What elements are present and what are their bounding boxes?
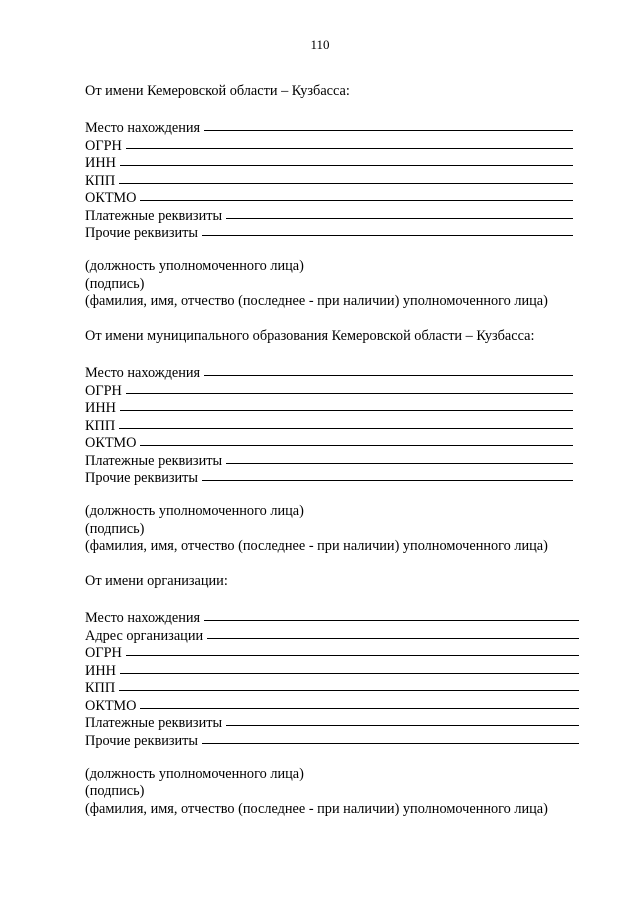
field-kpp — [85, 678, 579, 696]
field-label: ОГРН — [85, 645, 122, 661]
field-label: Платежные реквизиты — [85, 452, 223, 469]
section-municipality — [85, 328, 573, 556]
signature-block — [85, 258, 573, 311]
field-label: ОКТМО — [85, 697, 137, 714]
field-ogrn — [85, 136, 573, 154]
field-label: КПП — [85, 172, 116, 189]
fill-line — [119, 415, 573, 429]
field-label: Прочие реквизиты — [85, 732, 199, 749]
field-organization-address — [85, 626, 579, 644]
field-label: Место нахождения — [85, 120, 201, 136]
field-label: ИНН — [85, 400, 116, 416]
field-label: Платежные реквизиты — [85, 207, 223, 224]
field-label: Место нахождения — [85, 610, 201, 626]
field-label: Прочие реквизиты — [85, 470, 199, 486]
field-label: КПП — [85, 680, 116, 696]
position-caption: (должность уполномоченного лица) — [85, 258, 304, 274]
signature-block — [85, 766, 573, 819]
field-other-details — [85, 223, 573, 241]
field-label: КПП — [85, 417, 116, 434]
fill-line — [119, 677, 579, 691]
section-kemerovo-region — [85, 83, 573, 311]
document-body — [85, 83, 573, 818]
field-label: ОГРН — [85, 137, 122, 154]
fill-line — [202, 467, 573, 481]
field-label: ИНН — [85, 155, 116, 171]
requisites-fields — [85, 363, 573, 486]
full-name-caption: (фамилия, имя, отчество (последнее - при наличии) уполномоченного лица) — [85, 800, 548, 817]
section-heading: От имени Кемеровской области – Кузбасса: — [85, 83, 350, 99]
fill-line — [226, 712, 579, 726]
field-payment-details — [85, 451, 573, 469]
fill-line — [126, 642, 579, 656]
signature-caption: (подпись) — [85, 783, 145, 799]
section-heading: От имени муниципального образования Кемеровской области – Кузбасса: — [85, 328, 535, 344]
page-number: 110 — [310, 37, 330, 52]
fill-line — [140, 187, 573, 201]
field-location — [85, 363, 573, 381]
field-label: Место нахождения — [85, 365, 201, 381]
fill-line — [226, 450, 573, 464]
signature-caption: (подпись) — [85, 520, 145, 537]
field-label: ОКТМО — [85, 190, 137, 206]
field-kpp — [85, 416, 573, 434]
fill-line — [120, 660, 579, 674]
full-name-caption: (фамилия, имя, отчество (последнее - при наличии) уполномоченного лица) — [85, 293, 548, 309]
field-inn — [85, 661, 579, 679]
section-organization — [85, 573, 573, 818]
fill-line — [140, 695, 579, 709]
field-inn — [85, 398, 573, 416]
fill-line — [119, 170, 573, 184]
field-ogrn — [85, 381, 573, 399]
field-payment-details — [85, 713, 579, 731]
field-oktmo — [85, 188, 573, 206]
field-oktmo — [85, 696, 579, 714]
field-label: ОКТМО — [85, 435, 137, 451]
fill-line — [207, 625, 579, 639]
fill-line — [204, 362, 573, 376]
field-kpp — [85, 171, 573, 189]
fill-line — [140, 432, 573, 446]
field-other-details — [85, 731, 579, 749]
field-location — [85, 608, 579, 626]
fill-line — [202, 730, 579, 744]
fill-line — [120, 397, 573, 411]
fill-line — [120, 152, 573, 166]
field-payment-details — [85, 206, 573, 224]
fill-line — [226, 205, 573, 219]
section-heading: От имени организации: — [85, 573, 228, 589]
field-label: ИНН — [85, 662, 116, 679]
signature-block — [85, 503, 573, 556]
field-oktmo — [85, 433, 573, 451]
requisites-fields — [85, 608, 579, 748]
signature-caption: (подпись) — [85, 275, 145, 292]
field-label: ОГРН — [85, 382, 122, 399]
field-other-details — [85, 468, 573, 486]
field-label: Прочие реквизиты — [85, 225, 199, 241]
requisites-fields — [85, 118, 573, 241]
fill-line — [126, 380, 573, 394]
field-location — [85, 118, 573, 136]
field-label: Платежные реквизиты — [85, 715, 223, 731]
position-caption: (должность уполномоченного лица) — [85, 765, 304, 782]
field-inn — [85, 153, 573, 171]
fill-line — [126, 135, 573, 149]
fill-line — [202, 222, 573, 236]
position-caption: (должность уполномоченного лица) — [85, 503, 304, 519]
fill-line — [204, 607, 579, 621]
full-name-caption: (фамилия, имя, отчество (последнее - при наличии) уполномоченного лица) — [85, 538, 548, 554]
fill-line — [204, 117, 573, 131]
field-ogrn — [85, 643, 579, 661]
field-label: Адрес организации — [85, 627, 204, 644]
